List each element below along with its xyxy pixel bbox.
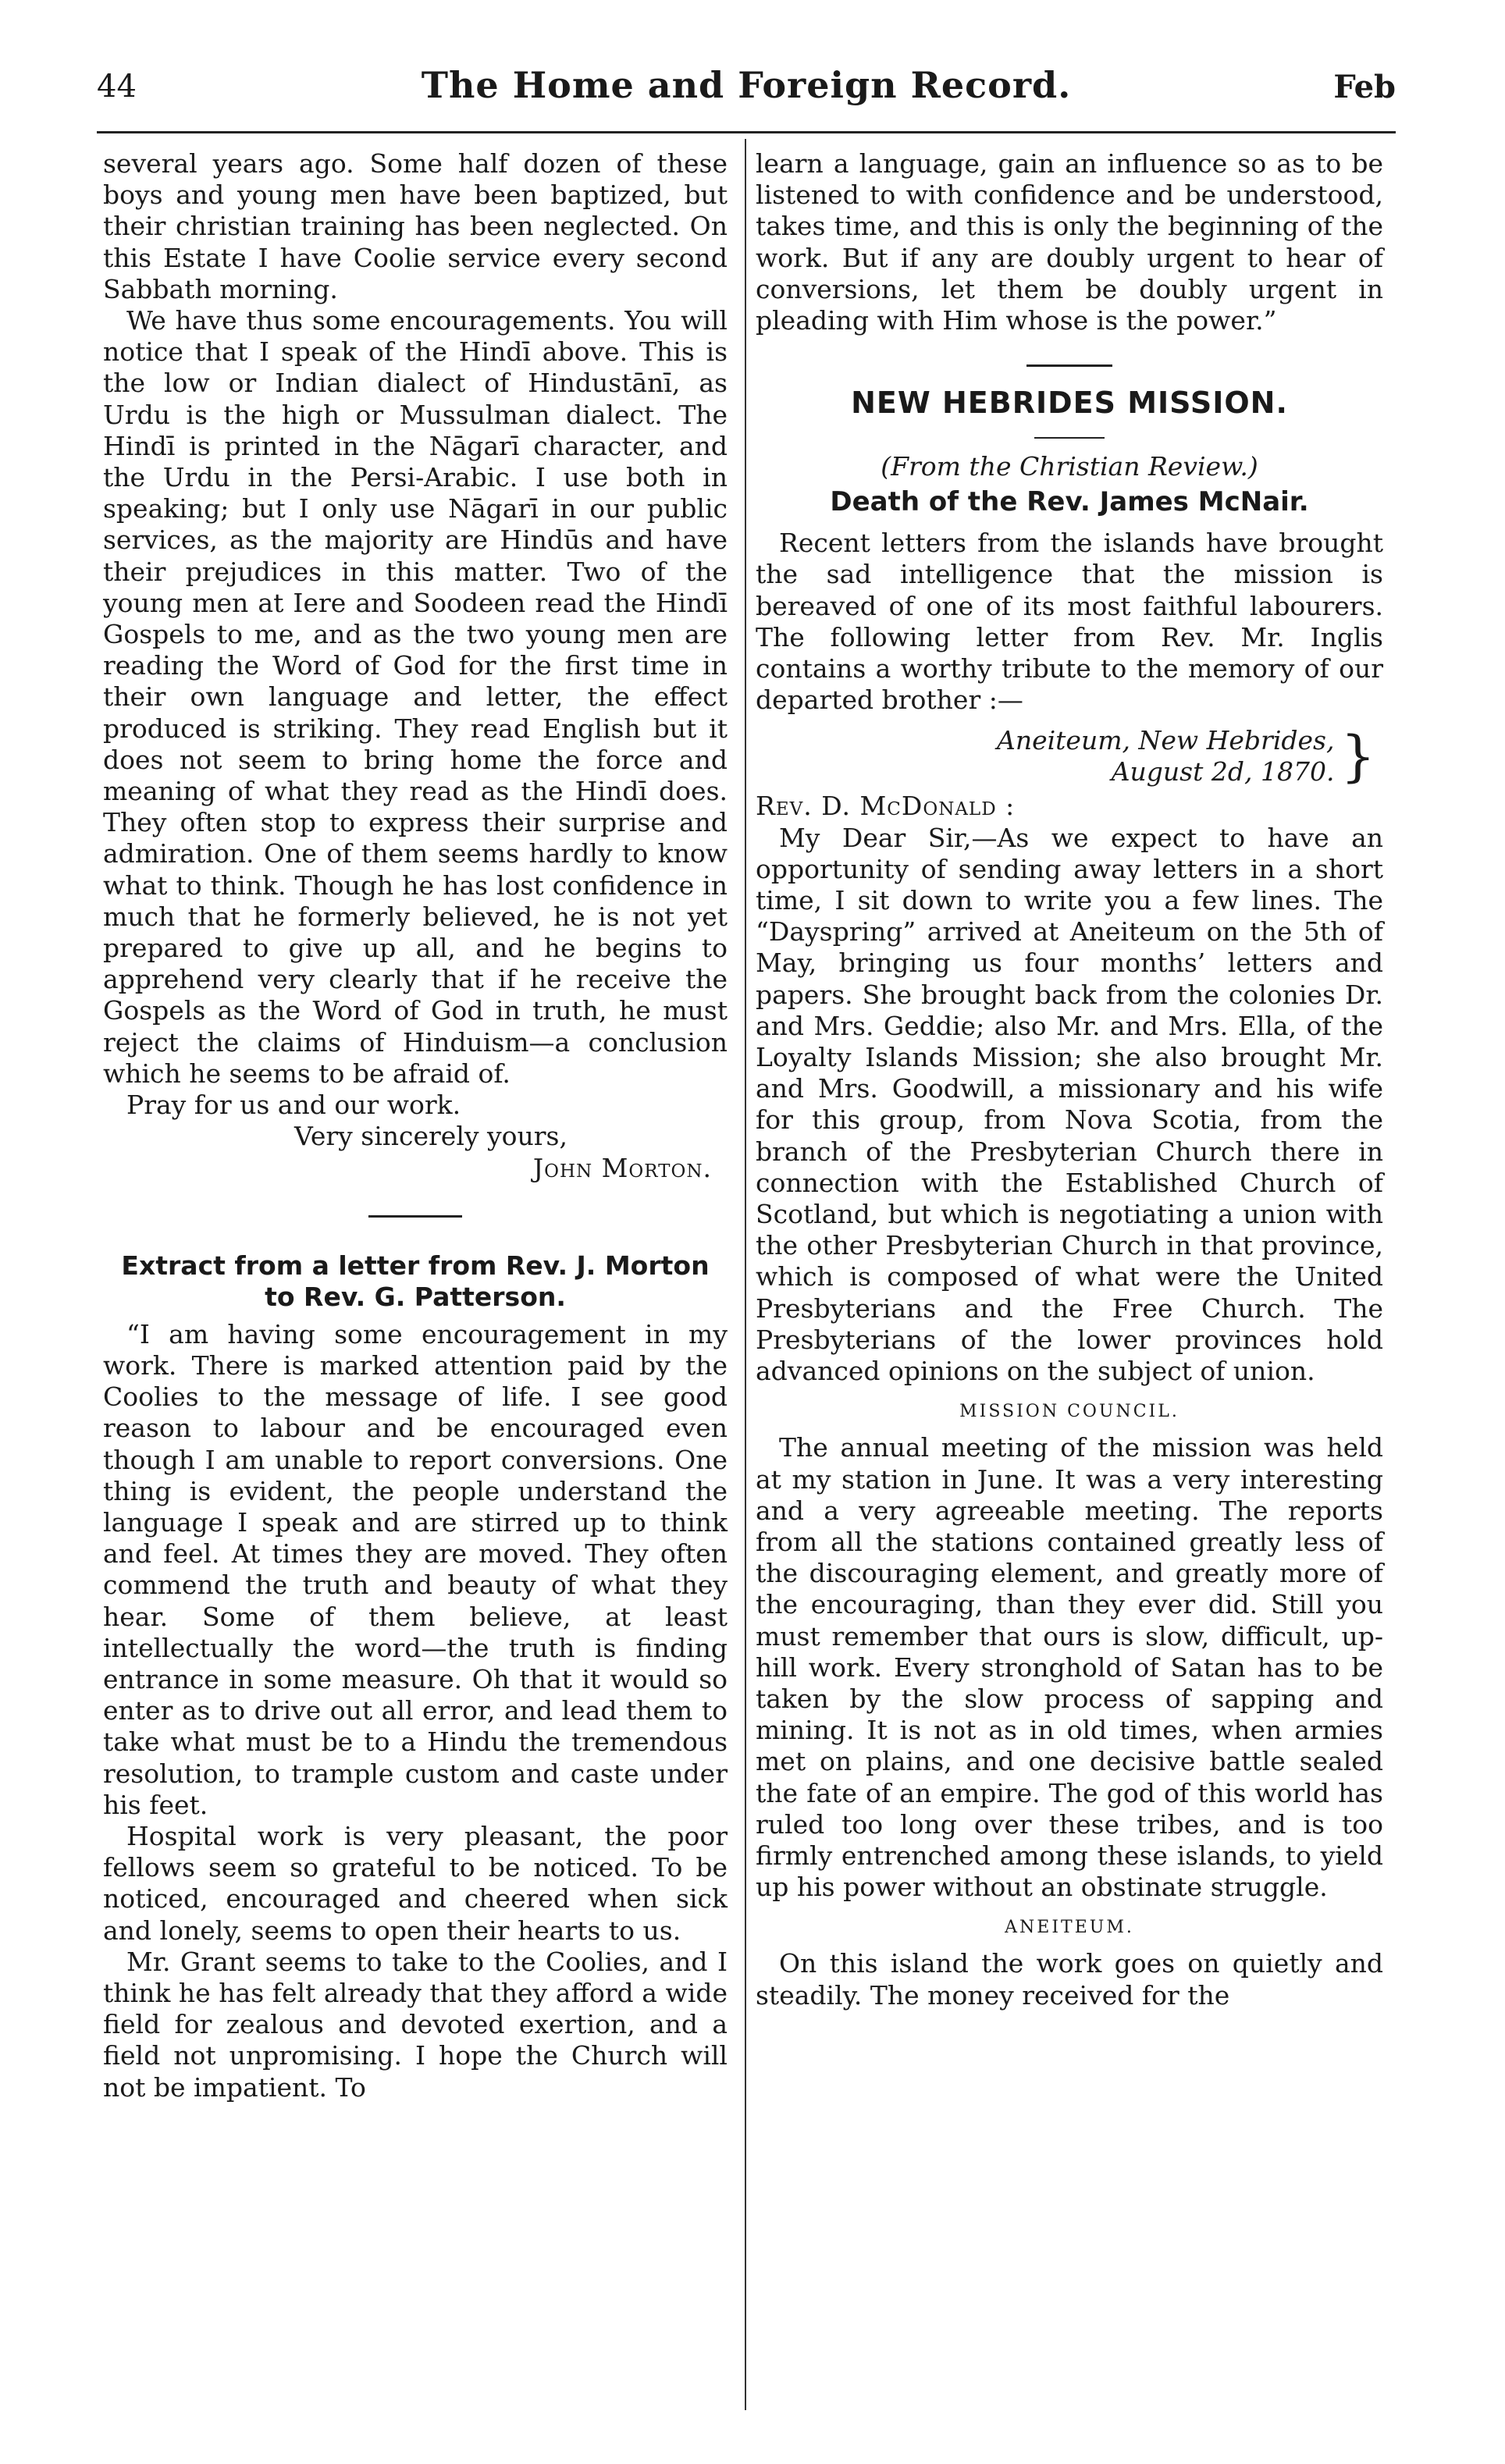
paragraph: Hospital work is very pleasant, the poor fellows seem so grateful to be noticed. To be noticed, encouraged and cheered when sick and lonely, seems to open their hearts to us.	[103, 1820, 728, 1946]
signature: John Morton.	[532, 1152, 712, 1183]
letter-closing: Very sincerely yours,	[294, 1121, 567, 1152]
paragraph: On this island the work goes on quietly and steadily. The money received for the	[756, 1948, 1383, 2011]
section-title: NEW HEBRIDES MISSION.	[851, 386, 1288, 421]
page-number: 44	[97, 69, 137, 105]
paragraph: learn a language, gain an influence so as to be listened to with confidence and be understood, takes time, and this is only the beginning of the work. But if any are doubly urgent to hear of conversions, let them be doubly urgent in pleading with Him whose is the power.”	[756, 148, 1383, 336]
issue-month: Feb	[1333, 69, 1396, 105]
brace-glyph: }	[1340, 724, 1375, 789]
running-head	[97, 64, 1396, 119]
paragraph: Recent letters from the islands have brought the sad intelligence that the mission is bereaved of one of its most faithful labourers. The following letter from Rev. Mr. Inglis contains a worthy tribute to the memory of our departed brother :—	[756, 528, 1383, 716]
dateline-date: August 2d, 1870.	[1111, 756, 1335, 788]
subsection-heading: MISSION COUNCIL.	[959, 1402, 1179, 1422]
extract-heading: Extract from a letter from Rev. J. Morton to Rev. G. Patterson.	[121, 1250, 710, 1312]
paragraph: Mr. Grant seems to take to the Coolies, and I think he has felt already that they afford a wide field for zealous and devoted exertion, and a field not unpromising. I hope the Church will not be impatient. To	[103, 1946, 728, 2103]
paragraph: Pray for us and our work.	[126, 1090, 461, 1121]
paragraph: The annual meeting of the mission was held at my station in June. It was a very interesting and a very agreeable meeting. The reports from all the stations contained greatly less of the discouraging element, and greatly more of the encouraging, than they ever did. Still you must remember that ours is slow, difficult, up-hill work. Every stronghold of Satan has to be taken by the slow process of sapping and mining. It is not as in old times, when armies met on plains, and one decisive battle sealed the fate of an empire. The god of this world has ruled too long over these tribes, and is too firmly entrenched among these islands, to yield up his power without an obstinate struggle.	[756, 1432, 1383, 1903]
section-divider	[1034, 437, 1105, 439]
left-column	[103, 148, 728, 2103]
paragraph: several years ago. Some half dozen of these boys and young men have been baptized, but their christian training has been neglected. On this Estate I have Coolie service every second Sabbath morning.	[103, 148, 728, 304]
paragraph: My Dear Sir,—As we expect to have an opportunity of sending away letters in a short time, I sit down to write you a few lines. The “Dayspring” arrived at Aneiteum on the 5th of May, bringing us four months’ letters and papers. She brought back from the colonies Dr. and Mrs. Geddie; also Mr. and Mrs. Ella, of the Loyalty Islands Mission; she also brought Mr. and Mrs. Goodwill, a missionary and his wife for this group, from Nova Scotia, from the branch of the Presbyterian Church there in connection with the Established Church of Scotland, but which is negotiating a union with the other Presbyterian Church in that province, which is composed of what were the United Presbyterians and the Free Church. The Presbyterians of the lower provinces hold advanced opinions on the subject of union.	[756, 822, 1383, 1387]
article-heading: Death of the Rev. James McNair.	[830, 486, 1309, 518]
section-divider	[368, 1215, 462, 1218]
paragraph: “I am having some encouragement in my work. There is marked attention paid by the Coolies to the message of life. I see good reason to labour and be encouraged even though I am unable to report conversions. One thing is evident, the people understand the language I speak and are stirred up to think and feel. At times they are moved. They often commend the truth and beauty of what they hear. Some of them believe, at least intellectually the word—the truth is finding entrance in some measure. Oh that it would so enter as to drive out all error, and lead them to take what must be to a Hindu the tremendous resolution, to trample custom and caste under his feet.	[103, 1318, 728, 1820]
addressee: Rev. D. McDonald :	[756, 791, 1016, 822]
journal-title: The Home and Foreign Record.	[421, 64, 1072, 106]
source-note: (From the Christian Review.)	[881, 451, 1258, 482]
dateline-place: Aneiteum, New Hebrides,	[996, 725, 1335, 756]
right-column	[756, 148, 1383, 2011]
header-rule	[97, 131, 1396, 133]
column-divider	[745, 139, 746, 2410]
dateline	[756, 725, 1383, 788]
subsection-heading: ANEITEUM.	[1005, 1918, 1134, 1938]
section-divider	[1026, 364, 1112, 367]
paragraph: We have thus some encouragements. You will notice that I speak of the Hindī above. This is the low or Indian dialect of Hindustānī, as Urdu is the high or Mussulman dialect. The Hindī is printed in the Nāgarī character, and the Urdu in the Persi-Arabic. I use both in speaking; but I only use Nāgarī in our public services, as the majority are Hindūs and have their prejudices in this matter. Two of the young men at Iere and Soodeen read the Hindī Gospels to me, and as the two young men are reading the Word of God for the first time in their own language and letter, the effect produced is striking. They read English but it does not seem to bring home the force and meaning of what they read as the Hindī does. They often stop to express their surprise and admiration. One of them seems hardly to know what to think. Though he has lost confidence in much that he formerly believed, he is not yet prepared to give up all, and he begins to apprehend very clearly that if he receive the Gospels as the Word of God in truth, he must reject the claims of Hinduism—a conclusion which he seems to be afraid of.	[103, 305, 728, 1089]
